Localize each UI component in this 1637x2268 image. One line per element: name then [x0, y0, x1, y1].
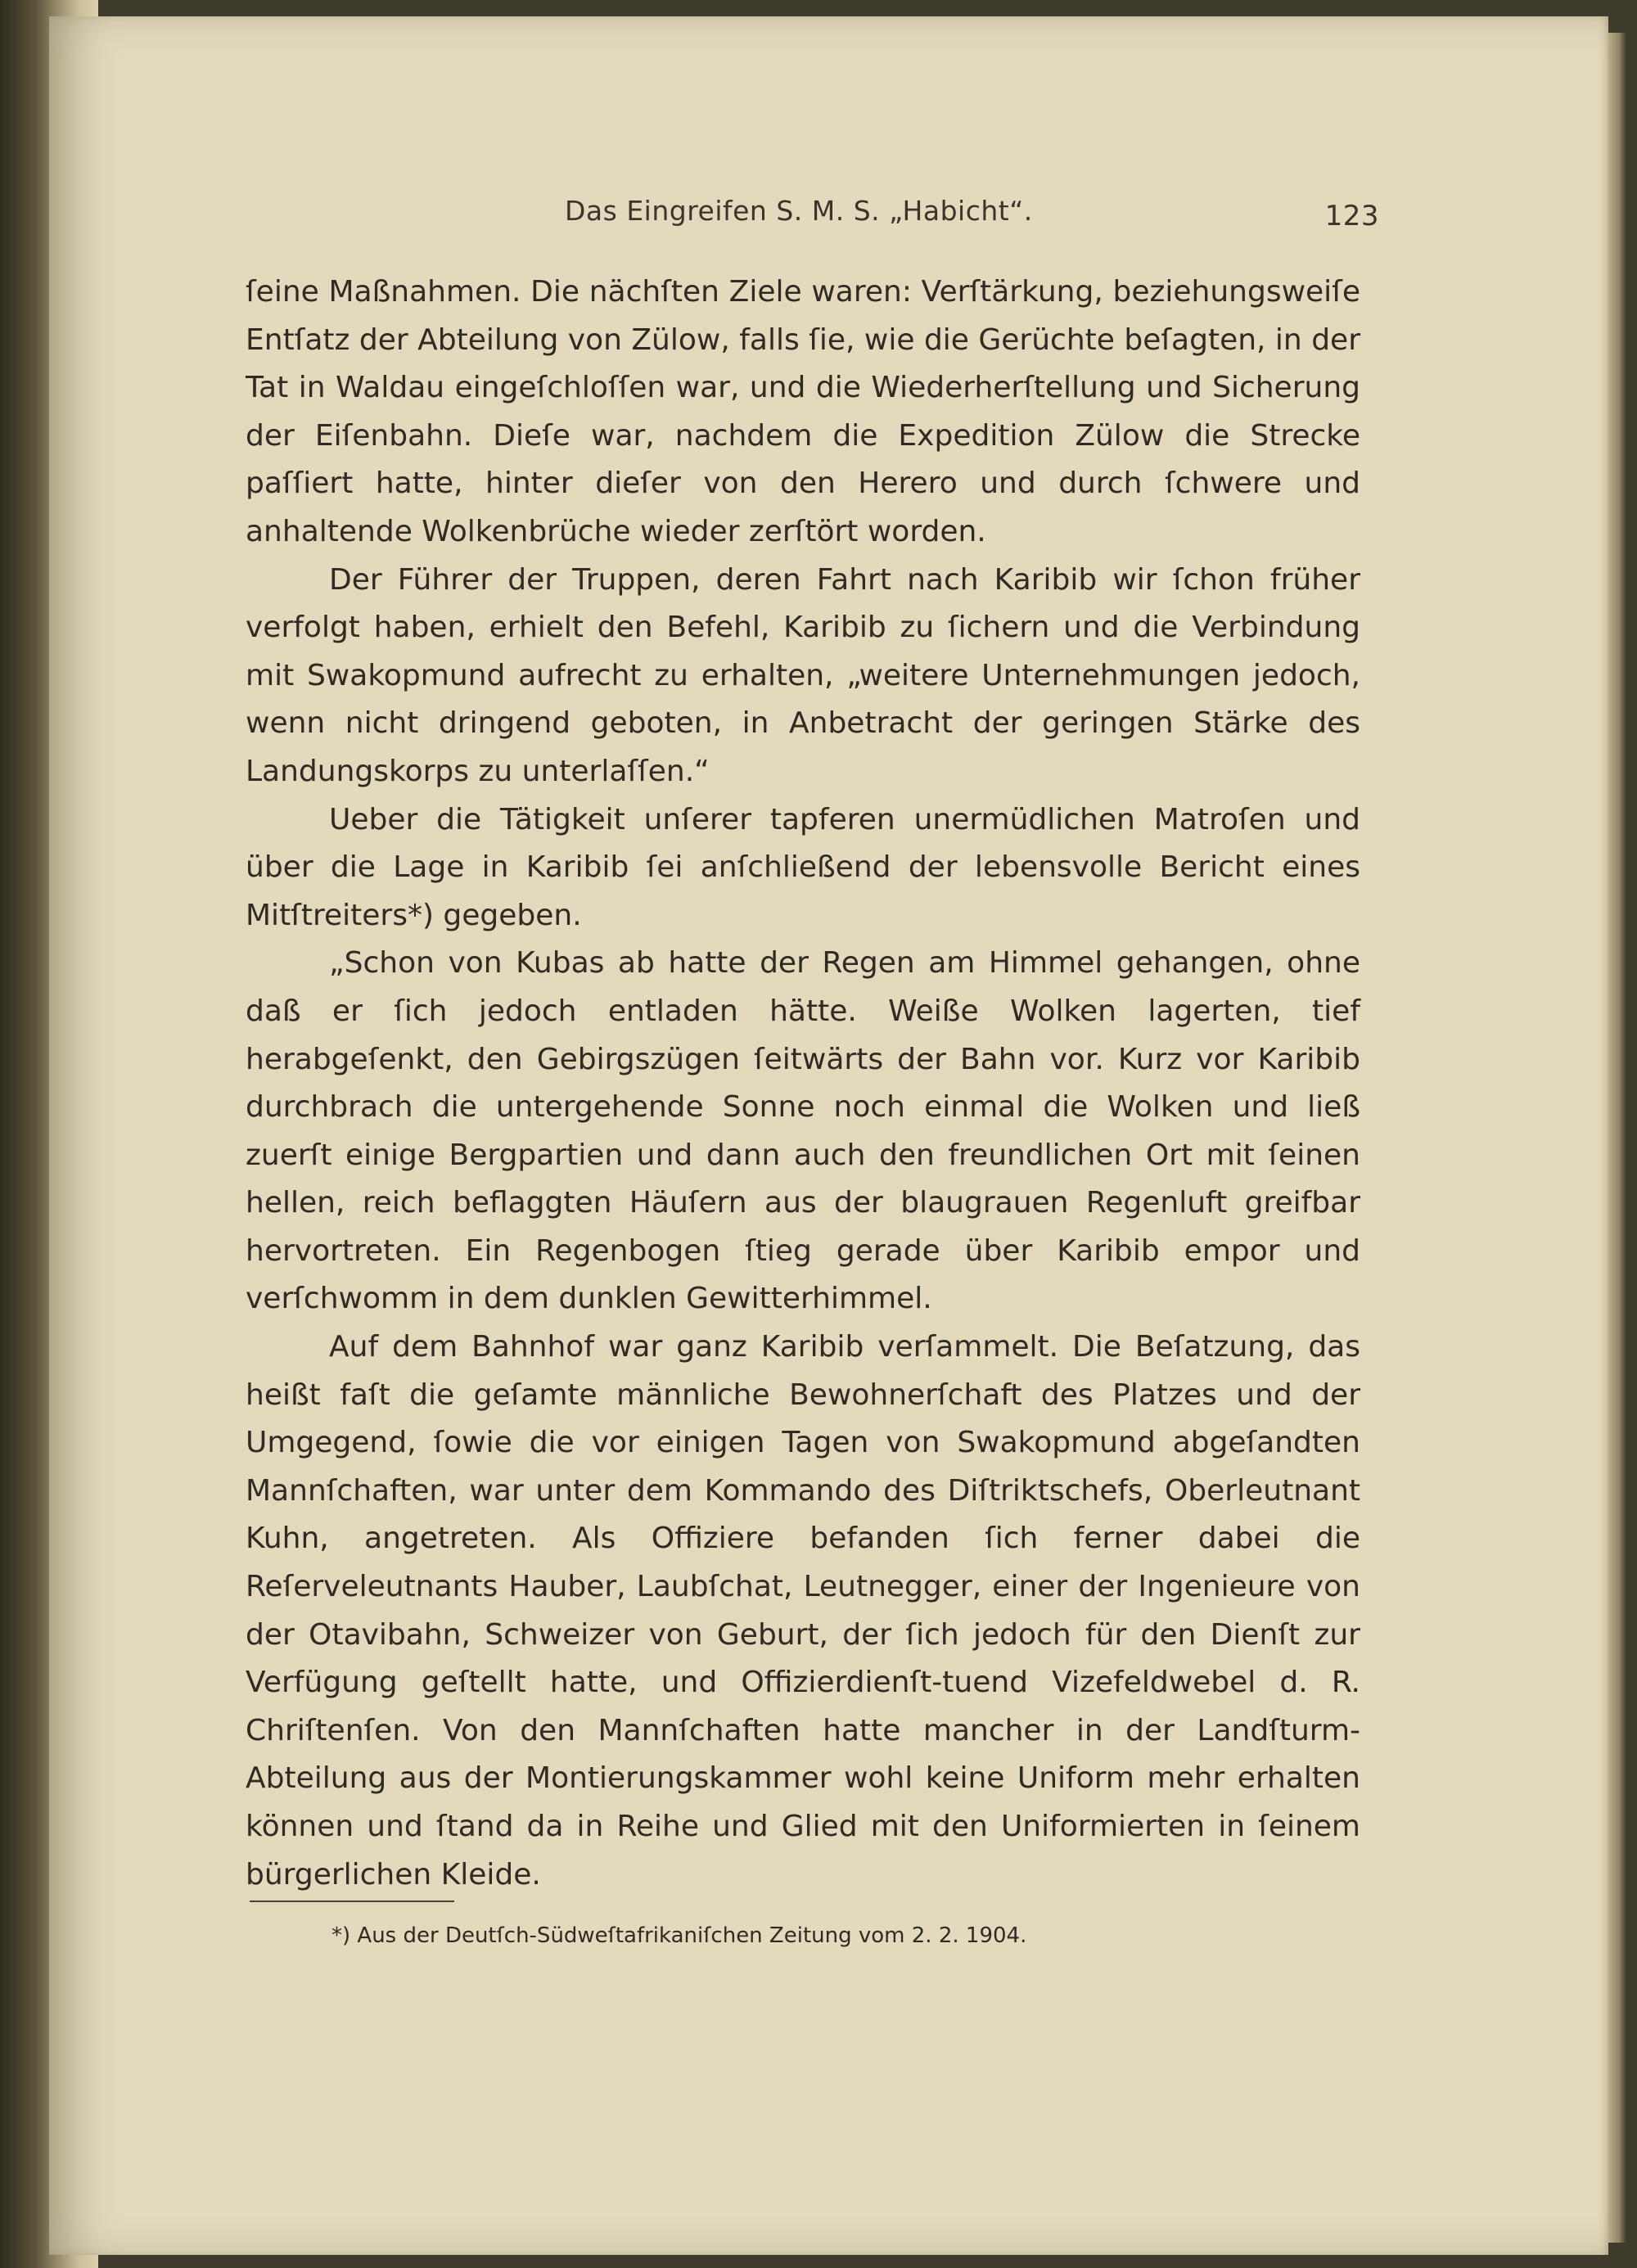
- paragraph: Ueber die Tätigkeit unſerer tapferen unermüdlichen Matroſen und über die Lage in Karibib ſei anſchließend der lebensvolle Bericht eines Mitſtreiters*) gegeben.: [246, 802, 1360, 932]
- body-text: [246, 268, 1360, 1899]
- running-title: Das Eingreifen S. M. S. „Habicht“.: [565, 195, 1033, 227]
- paragraph: „Schon von Kubas ab hatte der Regen am Himmel gehangen, ohne daß er ſich jedoch entladen hätte. Weiße Wolken lagerten, tief herabgeſenkt, den Gebirgszügen ſeitwärts der Bahn vor. Kurz vor Karibib durchbrach die untergehende Sonne noch einmal die Wolken und ließ zuerſt einige Bergpartien und dann auch den freundlichen Ort mit ſeinen hellen, reich beflaggten Häuſern aus der blaugrauen Regenluft greifbar hervortreten. Ein Regenbogen ſtieg gerade über Karibib empor und verſchwomm in dem dunklen Gewitterhimmel.: [246, 946, 1360, 1316]
- page-edge: [1608, 33, 1626, 2243]
- paragraph: Auf dem Bahnhof war ganz Karibib verſammelt. Die Beſatzung, das heißt faſt die geſamte männliche Bewohnerſchaft des Platzes und der Umgegend, ſowie die vor einigen Tagen von Swakopmund abgeſandten Mannſchaften, war unter dem Kommando des Diſtriktschefs, Oberleutnant Kuhn, angetreten. Als Offiziere befanden ſich ferner dabei die Reſerveleutnants Hauber, Laubſchat, Leutnegger, einer der Ingenieure von der Otavibahn, Schweizer von Geburt, der ſich jedoch für den Dienſt zur Verfügung geſtellt hatte, und Offizierdienſt-tuend Vizefeldwebel d. R. Chriſtenſen. Von den Mannſchaften hatte mancher in der Landſturm-Abteilung aus der Montierungskammer wohl keine Uniform mehr erhalten können und ſtand da in Reihe und Glied mit den Uniformierten in ſeinem bürgerlichen Kleide.: [246, 1330, 1360, 1892]
- footnote: *) Aus der Deutſch-Südweſtafrikaniſchen Zeitung vom 2. 2. 1904.: [331, 1923, 1027, 1948]
- paragraph: Der Führer der Truppen, deren Fahrt nach Karibib wir ſchon früher verfolgt haben, erhielt den Befehl, Karibib zu ſichern und die Verbindung mit Swakopmund aufrecht zu erhalten, „weitere Unternehmungen jedoch, wenn nicht dringend geboten, in Anbetracht der geringen Stärke des Landungskorps zu unterlaſſen.“: [246, 562, 1360, 788]
- footnote-divider: [250, 1901, 454, 1902]
- paragraph: ſeine Maßnahmen. Die nächſten Ziele waren: Verſtärkung, beziehungsweiſe Entſatz der Abteilung von Zülow, falls ſie, wie die Gerüchte beſagten, in der Tat in Waldau eingeſchloſſen war, und die Wiederherſtellung und Sicherung der Eiſenbahn. Dieſe war, nachdem die Expedition Zülow die Strecke paſſiert hatte, hinter dieſer von den Herero und durch ſchwere und anhaltende Wolkenbrüche wieder zerſtört worden.: [246, 275, 1360, 548]
- page-number: 123: [1324, 200, 1379, 232]
